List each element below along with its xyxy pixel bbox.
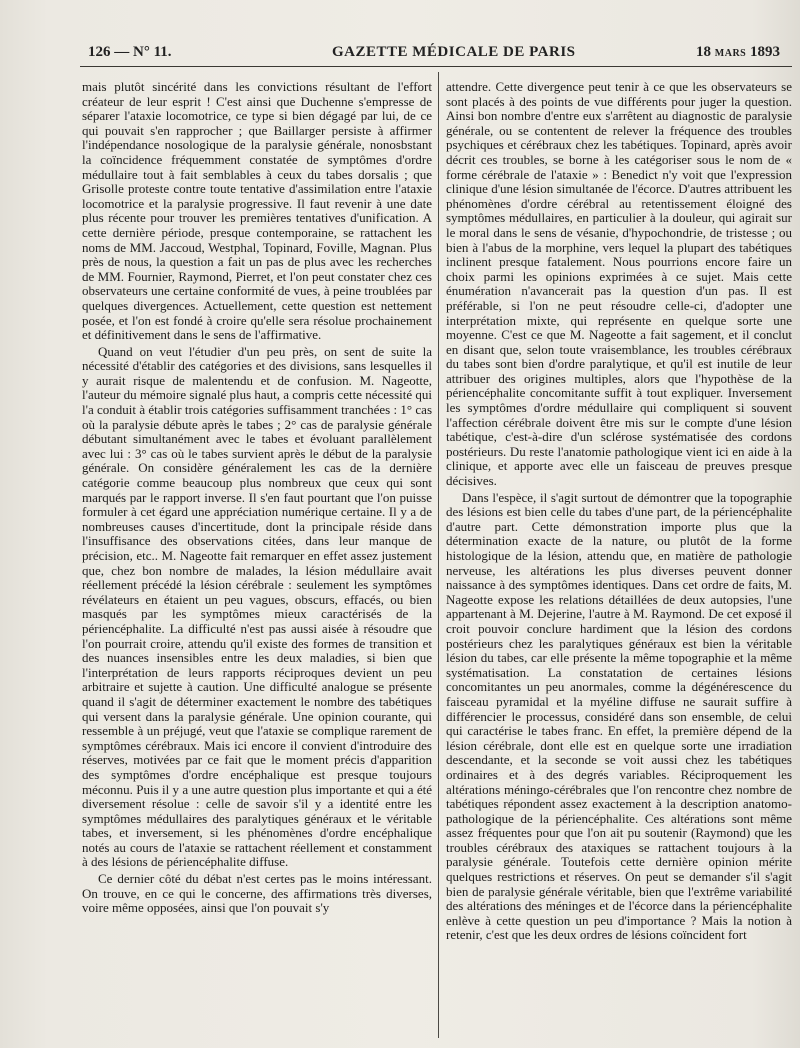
column-divider: [438, 72, 439, 1038]
left-column: [82, 80, 432, 916]
paragraph: Ce dernier côté du débat n'est certes pas le moins intéressant. On trouve, en ce qui le concerne, des affirmations très diverses, voire même opposées, ainsi que l'on pouvait s'y: [82, 871, 432, 916]
journal-title: GAZETTE MÉDICALE DE PARIS: [332, 44, 576, 60]
paragraph: Dans l'espèce, il s'agit surtout de démontrer que la topographie des lésions est bien celle du tabes d'une part, de la périencéphalite d'autre part. Cette démonstration importe plus que la détermination exacte de la nature, ou plutôt de la forme histologique de la lésion, attendu que, en matière de pathologie nerveuse, les altérations les plus diverses peuvent donner naissance à des symptômes identiques. Dans cet ordre de faits, M. Nageotte expose les relations détaillées de deux autopsies, l'une appartenant à M. Dejerine, l'autre à M. Raymond. De cet exposé il croit pouvoir conclure hardiment que la lésion des cordons postérieurs chez les paralytiques généraux est bien la véritable lésion du tabes, car elle présente la même topographie et la même systématisation. La constatation de certaines lésions concomitantes un peu anormales, comme la dégénérescence du faisceau pyramidal et la myéline diffuse ne saurait suffire à différencier le processus, considéré dans son ensemble, de celui qui caractérise le tabes franc. En effet, la première dépend de la lésion cérébrale, dont elle est en quelque sorte une irradiation descendante, et la seconde se voit aussi chez les tabétiques ordinaires et à des degrés variables. Réciproquement les altérations méningo-cérébrales que l'on rencontre chez nombre de tabétiques répondent assez exactement à la description anatomo-pathologique de la périencéphalite. Ces altérations sont même assez fréquentes pour que l'on ait pu soutenir (Raymond) que les troubles cérébraux des ataxiques se rattachent toujours à la paralysie générale. Toutefois cette dernière opinion mérite quelques restrictions et réserves. On peut se demander s'il s'agit bien de paralysie générale véritable, bien que l'extrême variabilité des altérations des méninges et de l'écorce dans la périencéphalite enlève à cette question un peu d'importance ? Mais la notion à retenir, c'est que les deux ordres de lésions coïncident fort: [446, 489, 792, 943]
right-column: [446, 80, 792, 943]
date-day: 18: [696, 44, 712, 60]
issue-date: [696, 44, 780, 61]
date-month: MARS: [714, 48, 747, 59]
paragraph: mais plutôt sincérité dans les convictions résultant de l'effort créateur de leur esprit ! C'est ainsi que Duchenne s'empresse de séparer l'ataxie locomotrice, ce type si bien dégagé par lui, de ce qui pouvait s'en rapprocher ; que Baillarger persiste à affirmer l'indépendance nosologique de la paralysie générale, nonosbstant la coïncidence fréquemment constatée de symptômes d'ordre médullaire tout à fait semblables à ceux du tabes dorsalis ; que Grisolle proteste contre toute tentative d'assimilation entre l'ataxie locomotrice et la paralysie progressive. Il faut revenir à une date plus récente pour trouver les premières tentatives d'unification. A cette dernière période, presque contemporaine, se rattachent les noms de MM. Jaccoud, Westphal, Topinard, Foville, Magnan. Plus près de nous, la question a fait un pas de plus avec les recherches de MM. Fournier, Raymond, Pierret, et l'on peut constater chez ces observateurs une certaine conformité de vues, à peine troublées par quelques divergences. Actuellement, cette question est nettement posée, et l'on est fondé à croire qu'elle sera résolue prochainement et définitivement dans le sens de l'affirmative.: [82, 79, 432, 343]
page-number: 126 — N° 11.: [88, 44, 172, 60]
header-rule: [80, 66, 792, 67]
paragraph: attendre. Cette divergence peut tenir à ce que les observateurs se sont placés à des points de vue différents pour juger la question. Ainsi bon nombre d'entre eux s'arrêtent au diagnostic de paralysie générale, ou se contentent de relever la fréquence des troubles psychiques et cérébraux chez les tabétiques. Topinard, après avoir décrit ces troubles, se borne à les catégoriser sous le nom de « forme cérébrale de l'ataxie » : Benedict n'y voit que l'expression clinique d'une lésion simultanée de l'écorce. D'autres attribuent les phénomènes d'ordre cérébral au retentissement éloigné des symptômes médullaires, en particulier à la douleur, qui agirait sur le moral dans le sens de vésanie, d'hypochondrie, de tristesse ; ou bien à l'abus de la morphine, vers lequel la plupart des tabétiques inclinent presque fatalement. Nous pourrions encore faire un choix parmi les opinions exprimées à ce sujet. Mais cette énumération n'avancerait pas la question d'un pas. Il est préférable, si l'on ne peut résoudre celle-ci, d'adopter une interprétation mixte, qui représente en quelque sorte une moyenne. C'est ce que M. Nageotte a fait sagement, et il conclut en disant que, selon toute vraisemblance, les troubles cérébraux du tabes sont bien d'ordre paralytique, et qu'il est inutile de leur attribuer des origines multiples, alors que l'hypothèse de la périencéphalite concomitante suffit à tout expliquer. Inversement les symptômes d'ordre médullaire qui compliquent si souvent l'affection cérébrale doivent être mis sur le compte d'une lésion tabétique, c'est-à-dire d'un sclérose systématisée des cordons postérieurs. Du reste l'anatomie pathologique vient ici en aide à la clinique, et apporte avec elle un faisceau de preuves presque décisives.: [446, 79, 792, 489]
date-year: 1893: [750, 44, 780, 60]
paragraph: Quand on veut l'étudier d'un peu près, on sent de suite la nécessité d'établir des catégories et des divisions, sans lesquelles il y aurait risque de malentendu et de confusion. M. Nageotte, l'auteur du mémoire signalé plus haut, a compris cette nécessité qui l'a conduit à établir trois catégories suffisamment tranchées : 1° cas où la paralysie débute après le tabes ; 2° cas de paralysie générale débutant simultanément avec le tabes et évoluant parallèlement avec lui : 3° cas où le tabes survient après le début de la paralysie générale. On considère généralement les cas de la dernière catégorie comme beaucoup plus nombreux que ceux qui sont marqués par le rapport inverse. Il s'en faut pourtant que l'on puisse formuler à cet égard une appréciation numérique certaine. Il y a de nombreuses causes d'incertitude, dont la principale réside dans l'insuffisance des observations citées, dans leur manque de précision, etc.. M. Nageotte fait remarquer en effet assez justement que, chez bon nombre de malades, la lésion médullaire avait réellement précédé la lésion cérébrale : seulement les symptômes révélateurs en étaient un peu vagues, obscurs, effacés, ou bien masqués par les symptômes mieux caractérisés de la périencéphalite. La difficulté n'est pas aussi aisée à résoudre que l'on pourrait croire, attendu qu'il existe des formes de transition et des nuances insensibles entre les deux maladies, si bien que l'interprétation de leurs rapports réciproques devient un peu arbitraire et sujette à caution. Une difficulté analogue se présente quand il s'agit de déterminer exactement le nombre des tabétiques qui versent dans la paralysie générale. Une opinion courante, qui ressemble à un préjugé, veut que l'ataxie se complique rarement de symptômes cérébraux. Mais ici encore il convient d'introduire des réserves, motivées par ce fait que le moment précis d'apparition des symptômes d'ordre encéphalique est presque toujours méconnu. Puis il y a une autre question plus importante et qui a été diversement résolue : celle de savoir s'il y a identité entre les symptômes médullaires des paralytiques généraux et le véritable tabes, et inversement, si les phénomènes d'ordre encéphalique notés au cours de l'ataxie se rattachent réellement et constamment à des lésions de périencéphalite diffuse.: [82, 343, 432, 870]
page-header: [88, 44, 788, 66]
